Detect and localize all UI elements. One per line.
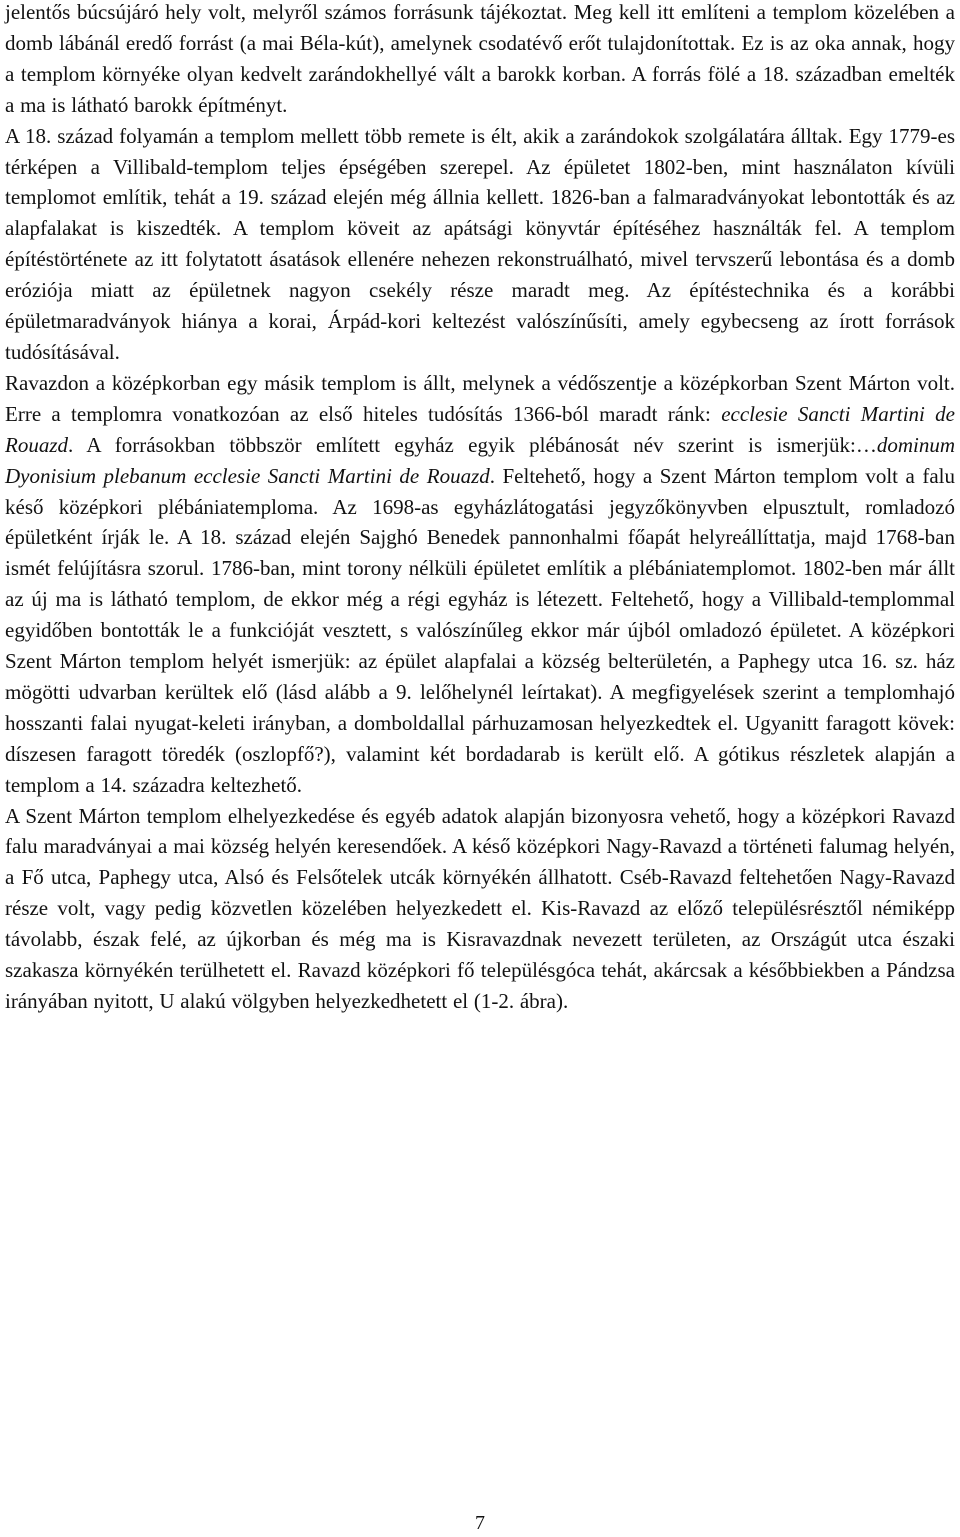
- text-run: jelentős búcsújáró hely volt, melyről számos forrásunk tájékoztat. Meg kell itt említeni a templom közelében a domb lábánál eredő forrást (a mai Béla-kút), amelynek csodatévő erőt tulajdonítottak. Ez is az oka annak, hogy a templom környéke olyan kedvelt zarándokhellyé vált a barokk korban. A forrás fölé a 18. században emelték a ma is látható barokk építményt.: [5, 0, 955, 117]
- latin-quote: dominum Dyonisium plebanum ecclesie Sancti Martini de Rouazd: [5, 432, 955, 488]
- text-run: A Szent Márton templom elhelyezkedése és egyéb adatok alapján bizonyosra vehető, hogy a középkori Ravazd falu maradványai a mai község helyén keresendőek. A késő középkori Nagy-Ravazd a történeti falumag helyén, a Fő utca, Paphegy utca, Alsó és Felsőtelek utcák környékén állhatott. Cséb-Ravazd feltehetően Nagy-Ravazd része volt, vagy pedig közvetlen közelében helyezkedett el. Kis-Ravazd az előző településrésztől némiképp távolabb, észak felé, az újkorban és még ma is Kisravazdnak nevezett területen, az Országút utca északi szakasza környékén terülhetett el. Ravazd középkori fő településgóca tehát, akárcsak a későbbiekben a Pándzsa irányában nyitott, U alakú völgyben helyezkedhetett el (1-2. ábra).: [5, 803, 955, 1013]
- paragraph-szent-marton-church: [5, 368, 955, 801]
- latin-quote: ecclesie Sancti Martini de Rouazd: [5, 401, 955, 457]
- page-number: 7: [475, 1512, 485, 1534]
- text-run: A 18. század folyamán a templom mellett több remete is élt, akik a zarándokok szolgálatára álltak. Egy 1779-es térképen a Villibald-templom teljes épségében szerepel. Az épületet 1802-ben, mint használaton kívüli templomot említik, tehát a 19. század elején még állnia kellett. 1826-ban a falmaradványokat lebontották és az alapfalakat is kiszedték. A templom köveit az apátsági könyvtár építéséhez használták fel. A templom építéstörténete az itt folytatott ásatások ellenére nehezen rekonstruálható, mivel tervszerű lebontása és a domb eróziója miatt az épületnek nagyon csekély része maradt meg. Az építéstechnika és a korábbi épületmaradványok hiánya a korai, Árpád-kori keltezést valószínűsíti, amely egybecseng az írott források tudósításával.: [5, 123, 955, 364]
- paragraph-village-location: [5, 801, 955, 1017]
- text-run: . A forrásokban többször említett egyház egyik plébánosát név szerint is ismerjük:…: [68, 432, 877, 457]
- paragraph-hermits-demolition: [5, 121, 955, 368]
- body-text: [5, 0, 955, 1017]
- text-run: Ravazdon a középkorban egy másik templom is állt, melynek a védőszentje a középkorban Szent Márton volt. Erre a templomra vonatkozóan az első hiteles tudósítás 1366-ból maradt ránk:: [5, 370, 955, 426]
- text-run: . Feltehető, hogy a Szent Márton templom volt a falu késő középkori plébániatemploma. Az 1698-as egyházlátogatási jegyzőkönyvben elpusztult, romladozó épületként írják le. A 18. század elején Sajghó Benedek pannonhalmi főapát helyreállíttatja, majd 1768-ban ismét felújításra szorul. 1786-ban, mint torony nélküli épületet említik a plébániatemplomot. 1802-ben már állt az új ma is látható templom, de ekkor még a régi egyház is létezett. Feltehető, hogy a Villibald-templommal egyidőben bontották le a funkcióját vesztett, s valószínűleg ekkor már újból omladozó épületet. A középkori Szent Márton templom helyét ismerjük: az épület alapfalai a község belterületén, a Paphegy utca 16. sz. ház mögötti udvarban kerültek elő (lásd alább a 9. lelőhelynél leírtakat). A megfigyelések szerint a templomhajó hosszanti falai nyugat-keleti irányban, a domboldallal párhuzamosan helyezkedtek el. Ugyanitt faragott kövek: díszesen faragott töredék (oszlopfő?), valamint két bordadarab is került elő. A gótikus részletek alapján a templom a 14. századra keltezhető.: [5, 463, 955, 797]
- paragraph-villibald-spring: [5, 0, 955, 121]
